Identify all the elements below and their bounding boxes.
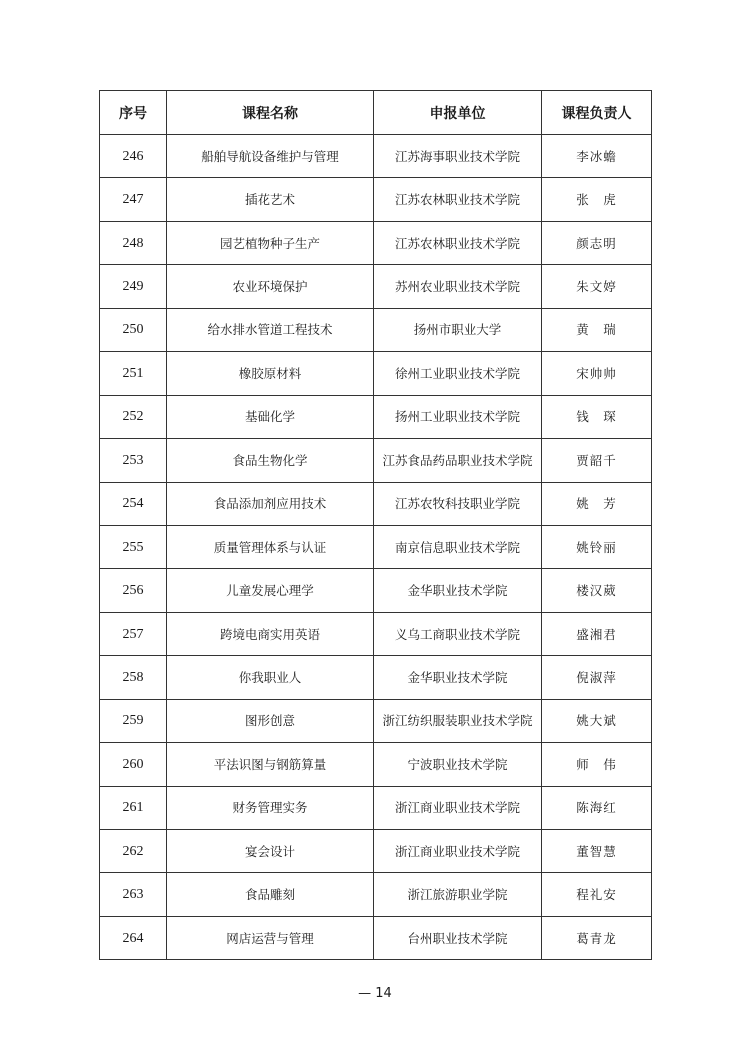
serial-number-cell: 261 [100,786,167,829]
table-row [100,308,652,351]
applicant-unit-cell: 扬州工业职业技术学院 [374,395,542,438]
applicant-unit-cell: 浙江商业职业技术学院 [374,830,542,873]
course-leader-cell: 颜志明 [542,221,652,264]
serial-number-cell: 247 [100,178,167,221]
table-row [100,221,652,264]
applicant-unit-cell: 金华职业技术学院 [374,569,542,612]
table-header-row [100,91,652,135]
applicant-unit-cell: 徐州工业职业技术学院 [374,352,542,395]
serial-number-cell: 255 [100,525,167,568]
applicant-unit-cell: 宁波职业技术学院 [374,743,542,786]
course-leader-cell: 盛湘君 [542,612,652,655]
applicant-unit-cell: 金华职业技术学院 [374,656,542,699]
applicant-unit-cell: 扬州市职业大学 [374,308,542,351]
table-row [100,135,652,178]
course-name-cell: 儿童发展心理学 [167,569,374,612]
serial-number-cell: 259 [100,699,167,742]
serial-number-cell: 254 [100,482,167,525]
table-row [100,916,652,959]
table-row [100,786,652,829]
table-row [100,439,652,482]
course-name-cell: 跨境电商实用英语 [167,612,374,655]
table-row [100,656,652,699]
course-leader-cell: 陈海红 [542,786,652,829]
course-leader-cell: 葛青龙 [542,916,652,959]
course-name-cell: 给水排水管道工程技术 [167,308,374,351]
course-name-cell: 插花艺术 [167,178,374,221]
applicant-unit-cell: 浙江商业职业技术学院 [374,786,542,829]
header-course-name: 课程名称 [167,91,374,135]
course-leader-cell: 程礼安 [542,873,652,916]
table-row [100,612,652,655]
course-leader-cell: 董智慧 [542,830,652,873]
table-row [100,873,652,916]
header-course-leader: 课程负责人 [542,91,652,135]
course-leader-cell: 师 伟 [542,743,652,786]
course-leader-cell: 张 虎 [542,178,652,221]
serial-number-cell: 258 [100,656,167,699]
serial-number-cell: 250 [100,308,167,351]
applicant-unit-cell: 江苏食品药品职业技术学院 [374,439,542,482]
applicant-unit-cell: 江苏农牧科技职业学院 [374,482,542,525]
serial-number-cell: 257 [100,612,167,655]
applicant-unit-cell: 义乌工商职业技术学院 [374,612,542,655]
applicant-unit-cell: 苏州农业职业技术学院 [374,265,542,308]
serial-number-cell: 260 [100,743,167,786]
serial-number-cell: 249 [100,265,167,308]
applicant-unit-cell: 浙江旅游职业学院 [374,873,542,916]
serial-number-cell: 256 [100,569,167,612]
course-name-cell: 宴会设计 [167,830,374,873]
course-leader-cell: 楼汉葳 [542,569,652,612]
course-name-cell: 平法识图与钢筋算量 [167,743,374,786]
table-row [100,743,652,786]
course-name-cell: 质量管理体系与认证 [167,525,374,568]
table-row [100,569,652,612]
applicant-unit-cell: 江苏海事职业技术学院 [374,135,542,178]
table-row [100,699,652,742]
course-leader-cell: 姚 芳 [542,482,652,525]
table-row [100,525,652,568]
course-leader-cell: 姚铃丽 [542,525,652,568]
serial-number-cell: 251 [100,352,167,395]
table-row [100,352,652,395]
course-leader-cell: 李冰蟾 [542,135,652,178]
applicant-unit-cell: 浙江纺织服装职业技术学院 [374,699,542,742]
serial-number-cell: 246 [100,135,167,178]
course-leader-cell: 姚大斌 [542,699,652,742]
table-row [100,395,652,438]
course-name-cell: 食品生物化学 [167,439,374,482]
serial-number-cell: 262 [100,830,167,873]
course-name-cell: 船舶导航设备维护与管理 [167,135,374,178]
page-number: — 14 [358,986,392,1001]
course-name-cell: 基础化学 [167,395,374,438]
course-leader-cell: 贾韶千 [542,439,652,482]
course-name-cell: 食品雕刻 [167,873,374,916]
course-leader-cell: 黄 瑞 [542,308,652,351]
course-name-cell: 园艺植物种子生产 [167,221,374,264]
course-name-cell: 图形创意 [167,699,374,742]
course-name-cell: 农业环境保护 [167,265,374,308]
course-table [99,90,652,960]
applicant-unit-cell: 江苏农林职业技术学院 [374,221,542,264]
applicant-unit-cell: 台州职业技术学院 [374,916,542,959]
course-leader-cell: 倪淑萍 [542,656,652,699]
applicant-unit-cell: 南京信息职业技术学院 [374,525,542,568]
table-row [100,482,652,525]
header-serial-number: 序号 [100,91,167,135]
serial-number-cell: 263 [100,873,167,916]
course-name-cell: 你我职业人 [167,656,374,699]
course-name-cell: 财务管理实务 [167,786,374,829]
course-leader-cell: 宋帅帅 [542,352,652,395]
course-name-cell: 网店运营与管理 [167,916,374,959]
course-name-cell: 食品添加剂应用技术 [167,482,374,525]
table-row [100,265,652,308]
course-leader-cell: 钱 琛 [542,395,652,438]
header-applicant-unit: 申报单位 [374,91,542,135]
serial-number-cell: 248 [100,221,167,264]
serial-number-cell: 252 [100,395,167,438]
course-leader-cell: 朱文婷 [542,265,652,308]
applicant-unit-cell: 江苏农林职业技术学院 [374,178,542,221]
course-name-cell: 橡胶原材料 [167,352,374,395]
serial-number-cell: 264 [100,916,167,959]
serial-number-cell: 253 [100,439,167,482]
table-row [100,178,652,221]
table-row [100,830,652,873]
